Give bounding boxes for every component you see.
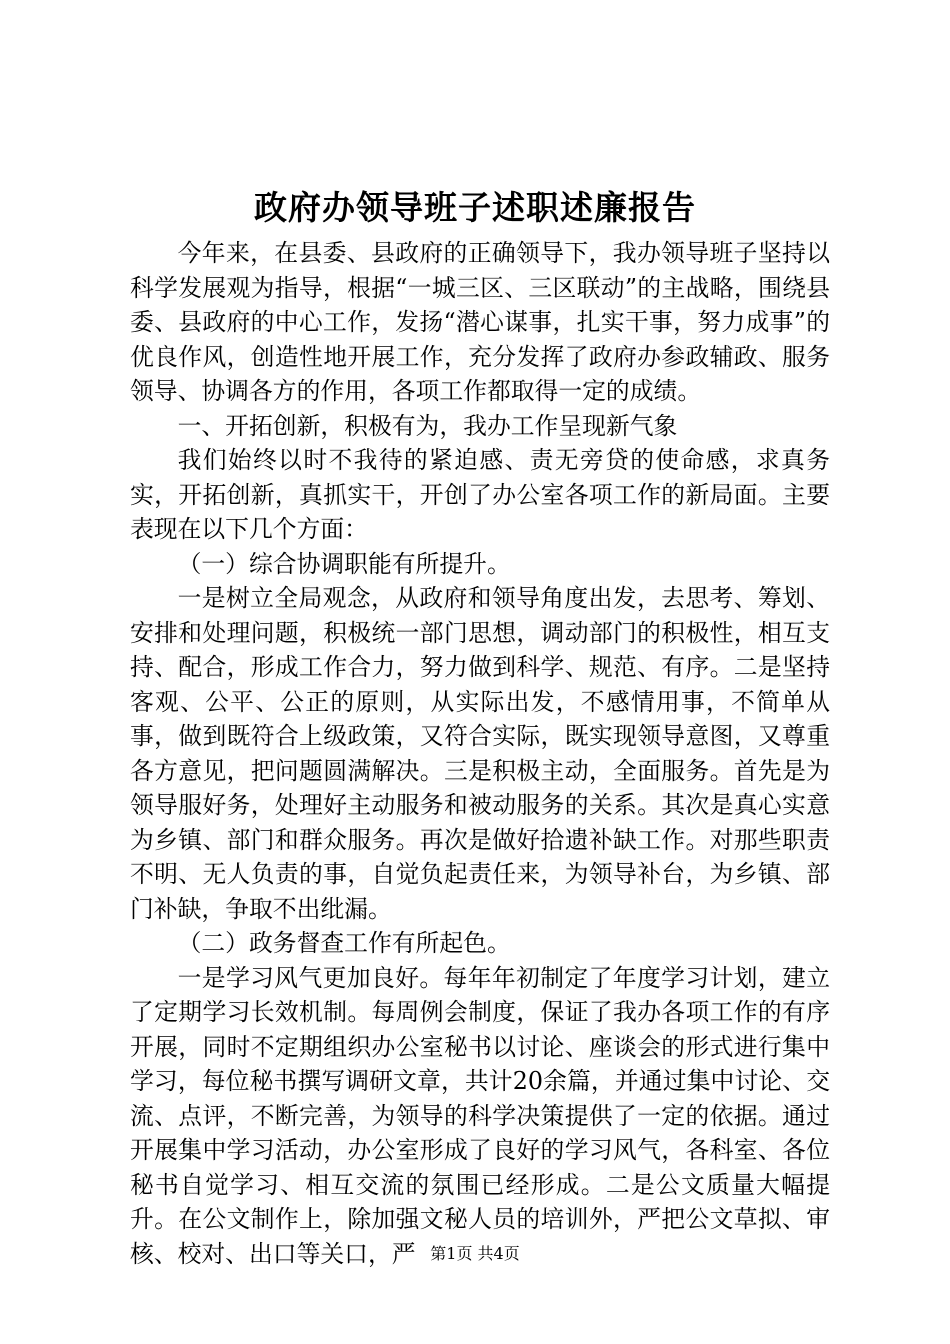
- subsection-heading-2: （二）政务督查工作有所起色。: [177, 929, 511, 957]
- section-1-paragraph: 我们始终以时不我待的紧迫感、责无旁贷的使命感，求真务实，开拓创新，真抓实干，开创了办公室各项工作的新局面。主要表现在以下几个方面：: [130, 446, 830, 543]
- subsection-2-paragraph: 一是学习风气更加良好。每年年初制定了年度学习计划，建立了定期学习长效机制。每周例会制度，保证了我办各项工作的有序开展，同时不定期组织办公室秘书以讨论、座谈会的形式进行集中学习，每位秘书撰写调研文章，共计20余篇，并通过集中讨论、交流、点评，不断完善，为领导的科学决策提供了一定的依据。通过开展集中学习活动，办公室形成了良好的学习风气，各科室、各位秘书自觉学习、相互交流的氛围已经形成。二是公文质量大幅提升。在公文制作上，除加强文秘人员的培训外，严把公文草拟、审核、校对、出口等关口，严: [130, 963, 830, 1268]
- page-number-footer: 第1页 共4页: [430, 1244, 520, 1263]
- section-heading-1: 一、开拓创新，积极有为，我办工作呈现新气象: [177, 411, 678, 440]
- subsection-1-paragraph: 一是树立全局观念，从政府和领导角度出发，去思考、筹划、安排和处理问题，积极统一部门思想，调动部门的积极性，相互支持、配合，形成工作合力，努力做到科学、规范、有序。二是坚持客观、公平、公正的原则，从实际出发，不感情用事，不简单从事，做到既符合上级政策，又符合实际，既实现领导意图，又尊重各方意见，把问题圆满解决。三是积极主动，全面服务。首先是为领导服好务，处理好主动服务和被动服务的关系。其次是真心实意为乡镇、部门和群众服务。再次是做好拾遗补缺工作。对那些职责不明、无人负责的事，自觉负起责任来，为领导补台，为乡镇、部门补缺，争取不出纰漏。: [130, 584, 830, 923]
- document-title: 政府办领导班子述职述廉报告: [254, 188, 696, 227]
- subsection-heading-1: （一）综合协调职能有所提升。: [177, 549, 511, 578]
- document-body: [130, 236, 830, 1271]
- intro-paragraph: 今年来，在县委、县政府的正确领导下，我办领导班子坚持以科学发展观为指导，根据“一城三区、三区联动”的主战略，围绕县委、县政府的中心工作，发扬“潜心谋事，扎实干事，努力成事”的优良作风，创造性地开展工作，充分发挥了政府办参政辅政、服务领导、协调各方的作用，各项工作都取得一定的成绩。: [130, 239, 830, 405]
